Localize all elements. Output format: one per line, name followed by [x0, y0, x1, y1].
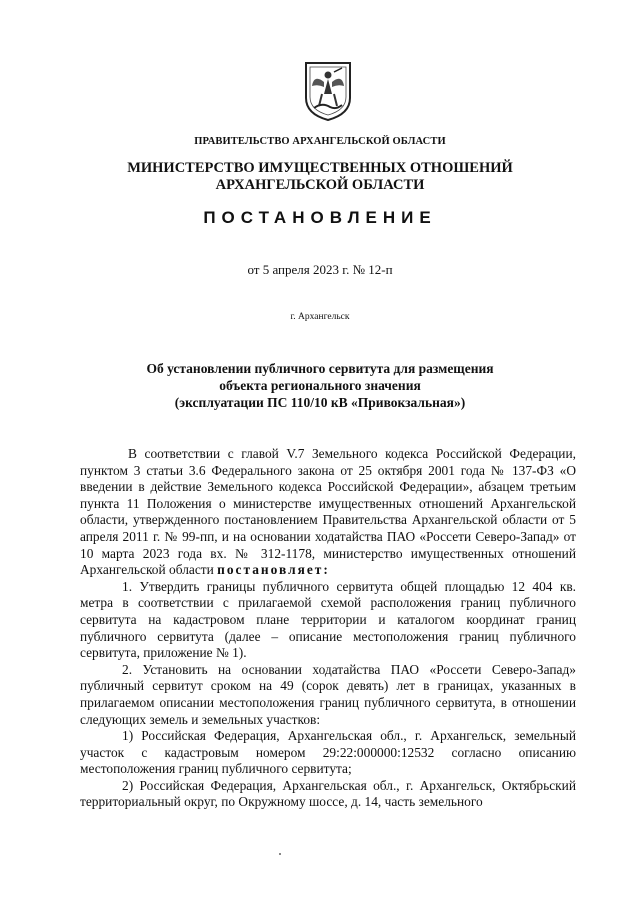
- item-1-paragraph: 1. Утвердить границы публичного сервитута общей площадью 12 404 кв. метра в соответствии с прилагаемой схемой расположения границ публичного сервитута на кадастровом плане территории и каталогом координат границ публичного сервитута (далее – описание местоположения границ публичного сервитута, приложение № 1).: [80, 578, 576, 661]
- item-2-paragraph: 2. Установить на основании ходатайства ПАО «Россети Северо-Запад» публичный сервитут сроком на 49 (сорок девять) лет в границах, указанных в прилагаемом описании местоположения границ публичного сервитута, в отношении следующих земель и земельных участков:: [80, 661, 576, 727]
- sub-item-1-paragraph: 1) Российская Федерация, Архангельская обл., г. Архангельск, земельный участок с кадастровым номером 29:22:000000:12532 согласно описанию местоположения границ публичного сервитута;: [80, 728, 576, 777]
- government-header: ПРАВИТЕЛЬСТВО АРХАНГЕЛЬСКОЙ ОБЛАСТИ: [194, 136, 446, 147]
- document-city: г. Архангельск: [290, 312, 350, 322]
- ministry-line-2: АРХАНГЕЛЬСКОЙ ОБЛАСТИ: [215, 177, 425, 193]
- coat-of-arms-emblem: [302, 60, 354, 122]
- document-title: [0, 360, 640, 411]
- decree-word: постановляет:: [217, 562, 330, 578]
- title-line-2: объекта регионального значения: [219, 378, 421, 393]
- document-body: [80, 446, 576, 811]
- title-line-3: (эксплуатации ПС 110/10 кВ «Привокзальная»): [174, 395, 466, 410]
- preamble-paragraph: [80, 446, 576, 579]
- scan-speck: [279, 853, 281, 855]
- ministry-header: [0, 160, 640, 194]
- document-date-number: от 5 апреля 2023 г. № 12-п: [247, 262, 393, 277]
- title-line-1: Об установлении публичного сервитута для размещения: [146, 361, 494, 376]
- ministry-line-1: МИНИСТЕРСТВО ИМУЩЕСТВЕННЫХ ОТНОШЕНИЙ: [127, 160, 513, 176]
- sub-item-2-paragraph: 2) Российская Федерация, Архангельская обл., г. Архангельск, Октябрьский территориальный округ, по Окружному шоссе, д. 14, часть земельного: [80, 777, 576, 810]
- document-type: ПОСТАНОВЛЕНИЕ: [203, 208, 437, 227]
- preamble-text: В соответствии с главой V.7 Земельного кодекса Российской Федерации, пунктом 3 статьи 3.6 Федерального закона от 25 октября 2001 года № 137-ФЗ «О введении в действие Земельного кодекса Российской Федерации», абзацем третьим пункта 11 Положения о министерстве имущественных отношений Архангельской области, утвержденного постановлением Правительства Архангельской области от 5 апреля 2011 г. № 99-пп, и на основании ходатайства ПАО «Россети Северо-Запад» от 10 марта 2023 года вх. № 312-1178, министерство имущественных отношений Архангельской области: [80, 446, 576, 578]
